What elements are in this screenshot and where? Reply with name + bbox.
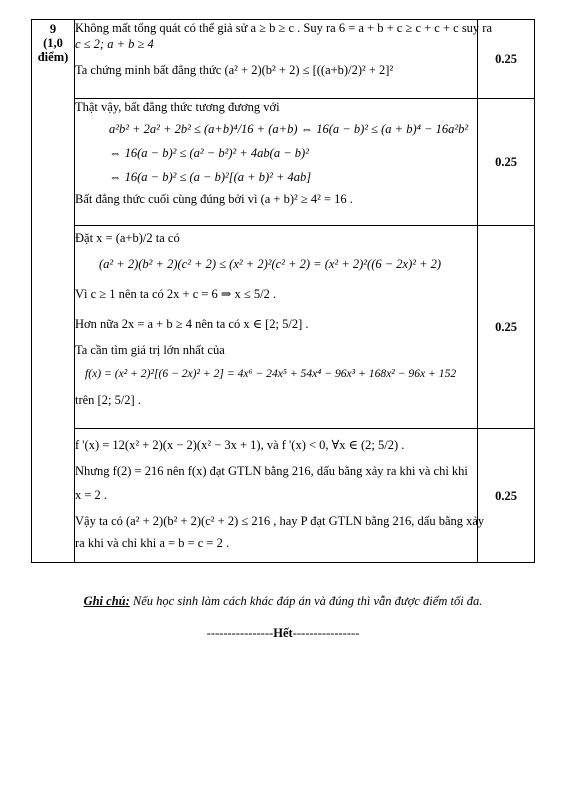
score: 0.25 [495,155,517,169]
step-3-line: trên [2; 5/2] . [75,393,141,407]
step-1-content [75,20,493,99]
question-points-unit: điểm) [37,50,69,64]
end-marker [0,626,566,641]
step-3-line: Đặt x = (a+b)/2 ta có [75,231,180,245]
step-1-line: c ≤ 2; a + b ≥ 4 [75,37,154,51]
step-4-line: Nhưng f(2) = 216 nên f(x) đạt GTLN bằng 216, dấu bằng xảy ra khi và chỉ khi [75,464,468,478]
question-number: 9 [49,22,57,36]
grading-table [31,19,535,563]
step-3-line: (a² + 2)(b² + 2)(c² + 2) ≤ (x² + 2)²(c² + 2) = (x² + 2)²((6 − 2x)² + 2) [99,257,442,271]
step-4-line: x = 2 . [75,488,108,502]
step-1-line: Không mất tổng quát có thể giả sử a ≥ b ≥ c . Suy ra 6 = a + b + c ≥ c + c + c suy ra [75,21,493,35]
end-word: Hết [273,626,293,640]
step-2-line: Thật vậy, bất đẳng thức tương đương với [75,100,280,114]
step-4-line: ra khi và chỉ khi a = b = c = 2 . [75,536,230,550]
step-3-line: f(x) = (x² + 2)²[(6 − 2x)² + 2] = 4x⁶ − 24x⁵ + 54x⁴ − 96x³ + 168x² − 96x + 152 [85,367,457,380]
score-cell [478,99,535,226]
step-2-content [75,99,478,226]
step-4-line: f '(x) = 12(x² + 2)(x − 2)(x² − 3x + 1), và f '(x) < 0, ∀x ∈ (2; 5/2) . [75,438,405,452]
step-1-line: Ta chứng minh bất đẳng thức (a² + 2)(b² + 2) ≤ [((a+b)/2)² + 2]² [75,63,394,77]
question-points: (1,0 [43,36,63,50]
step-4-content [75,429,485,563]
footnote [0,594,566,609]
score: 0.25 [495,52,517,66]
footnote-label: Ghi chú: [83,594,130,608]
step-2-line: Bất đẳng thức cuối cùng đúng bởi vì (a + b)² ≥ 4² = 16 . [75,192,353,206]
score-cell [478,226,535,429]
step-3-content [75,226,478,429]
step-3-line: Ta cần tìm giá trị lớn nhất của [75,343,225,357]
end-dashes-right: ---------------- [292,626,360,640]
step-2-line: ⇔ 16(a − b)² ≤ (a² − b²)² + 4ab(a − b)² [109,146,309,160]
score: 0.25 [495,320,517,334]
step-2-line: ⇔ 16(a − b)² ≤ (a − b)²[(a + b)² + 4ab] [109,170,312,184]
question-number-cell [32,20,75,563]
step-3-line: Hơn nữa 2x = a + b ≥ 4 nên ta có x ∈ [2; 5/2] . [75,317,309,331]
score: 0.25 [495,488,517,503]
score-cell [478,429,535,563]
step-4-line: Vậy ta có (a² + 2)(b² + 2)(c² + 2) ≤ 216 , hay P đạt GTLN bằng 216, dấu bằng xảy [75,514,485,528]
step-2-line: a²b² + 2a² + 2b² ≤ (a+b)⁴/16 + (a+b) ⇔ 16(a − b)² ≤ (a + b)⁴ − 16a²b² [109,122,469,136]
footnote-text: Nếu học sinh làm cách khác đáp án và đúng thì vẫn được điểm tối đa. [129,594,483,608]
step-3-line: Vì c ≥ 1 nên ta có 2x + c = 6 ⇒ x ≤ 5/2 . [75,287,277,301]
end-dashes-left: ---------------- [206,626,274,640]
